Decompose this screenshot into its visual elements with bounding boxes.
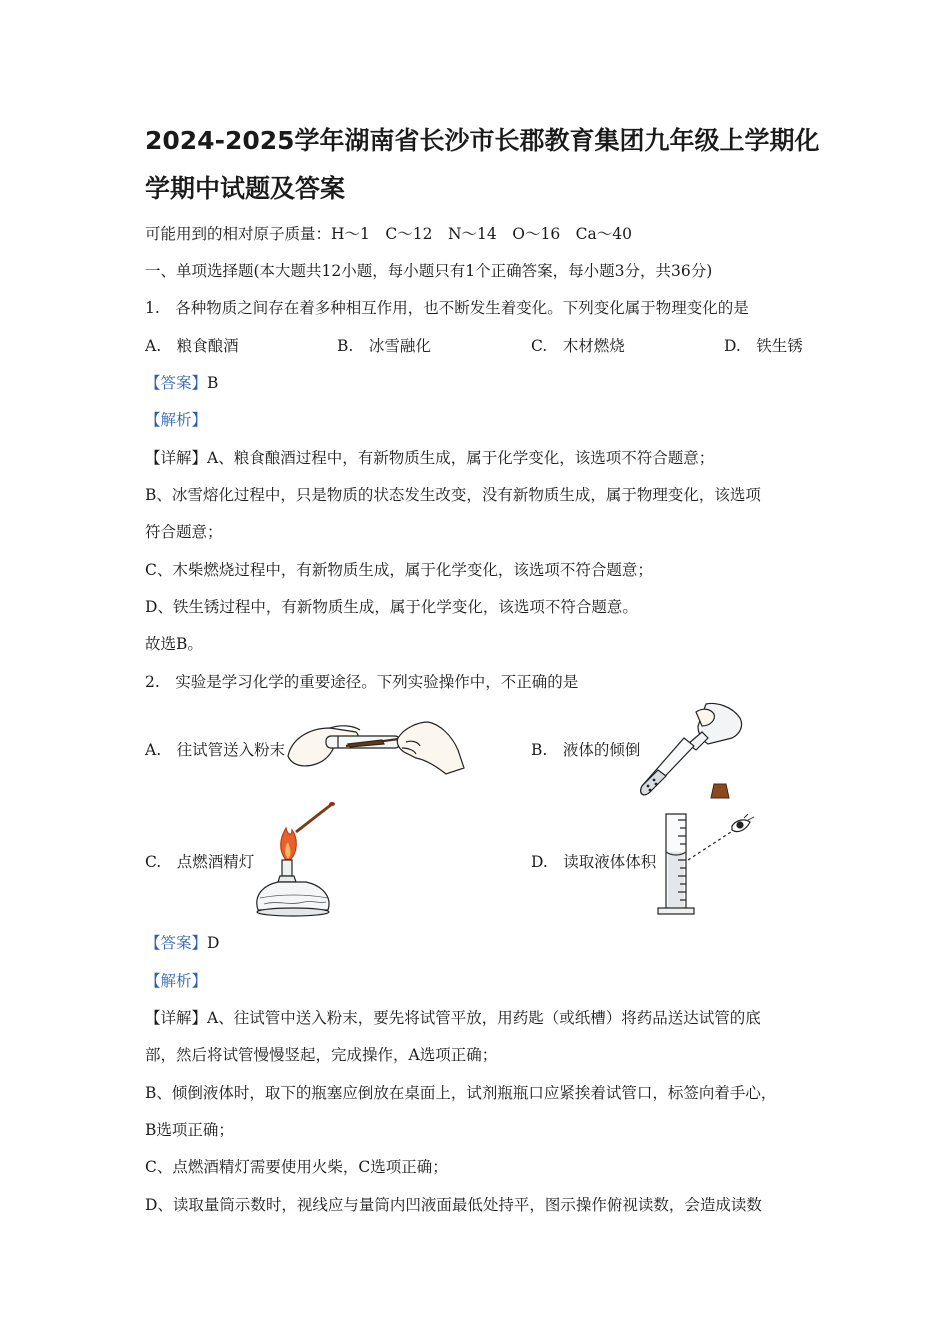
document-title-line1: 2024-2025学年湖南省长沙市长郡教育集团九年级上学期化 [145, 126, 820, 155]
q2-option-d: D. 读取液体体积 [531, 853, 657, 871]
q2-detail-line-1 [145, 1008, 761, 1028]
bottle-stopper-figure [710, 782, 730, 800]
detail-text: A、粮食酿酒过程中，有新物质生成，属于化学变化，该选项不符合题意； [207, 449, 715, 467]
q2-answer [145, 933, 219, 953]
q1-detail-line-2: B、冰雪熔化过程中，只是物质的状态发生改变，没有新物质生成，属于物理变化，该选项 [145, 486, 761, 504]
atomic-mass-note: 可能用到的相对原子质量：H～1 C～12 N～14 O～16 Ca～40 [145, 225, 633, 243]
document-title-line2: 学期中试题及答案 [145, 174, 346, 203]
q1-detail-line-5: D、铁生锈过程中，有新物质生成，属于化学变化，该选项不符合题意。 [145, 598, 638, 616]
q1-option-a: A. 粮食酿酒 [145, 337, 239, 355]
q1-detail-line-4: C、木柴燃烧过程中，有新物质生成，属于化学变化，该选项不符合题意； [145, 561, 653, 579]
q2-analysis-tag: 【解析】 [145, 972, 208, 990]
answer-tag: 【答案】 [145, 374, 208, 392]
q1-option-c: C. 木材燃烧 [531, 337, 625, 355]
answer-tag: 【答案】 [145, 934, 208, 952]
q1-detail-line-3: 符合题意； [145, 523, 223, 541]
detail-tag: 【详解】 [145, 1009, 208, 1027]
detail-tag: 【详解】 [145, 449, 208, 467]
q2-detail-line-2: 部，然后将试管慢慢竖起，完成操作，A选项正确； [145, 1046, 498, 1064]
section-heading: 一、单项选择题(本大题共12小题，每小题只有1个正确答案，每小题3分，共36分) [145, 262, 713, 280]
answer-value: D [207, 934, 220, 952]
q1-detail-line-1 [145, 448, 714, 468]
q1-option-d: D. 铁生锈 [724, 337, 803, 355]
q2-option-c: C. 点燃酒精灯 [145, 853, 255, 871]
alcohol-lamp-figure [250, 802, 340, 920]
q1-detail-line-6: 故选B。 [145, 635, 203, 653]
q1-answer [145, 373, 218, 393]
question-1-stem: 1. 各种物质之间存在着多种相互作用，也不断发生着变化。下列变化属于物理变化的是 [145, 299, 749, 317]
q2-detail-line-6: D、读取量筒示数时，视线应与量筒内凹液面最低处持平，图示操作俯视读数，会造成读数 [145, 1196, 762, 1214]
q2-option-a: A. 往试管送入粉末 [145, 741, 286, 759]
q2-option-b: B. 液体的倾倒 [531, 741, 641, 759]
detail-text: A、往试管中送入粉末，要先将试管平放，用药匙（或纸槽）将药品送达试管的底 [207, 1009, 761, 1027]
q1-option-b: B. 冰雪融化 [337, 337, 431, 355]
answer-value: B [207, 374, 219, 392]
q2-detail-line-5: C、点燃酒精灯需要使用火柴，C选项正确； [145, 1158, 448, 1176]
powder-into-test-tube-figure [286, 716, 468, 784]
q1-analysis-tag: 【解析】 [145, 411, 208, 429]
question-2-stem: 2. 实验是学习化学的重要途径。下列实验操作中，不正确的是 [145, 673, 579, 691]
q2-detail-line-4: B选项正确； [145, 1121, 234, 1139]
q2-detail-line-3: B、倾倒液体时，取下的瓶塞应倒放在桌面上，试剂瓶瓶口应紧挨着试管口，标签向着手心， [145, 1084, 777, 1102]
graduated-cylinder-figure [656, 812, 758, 916]
